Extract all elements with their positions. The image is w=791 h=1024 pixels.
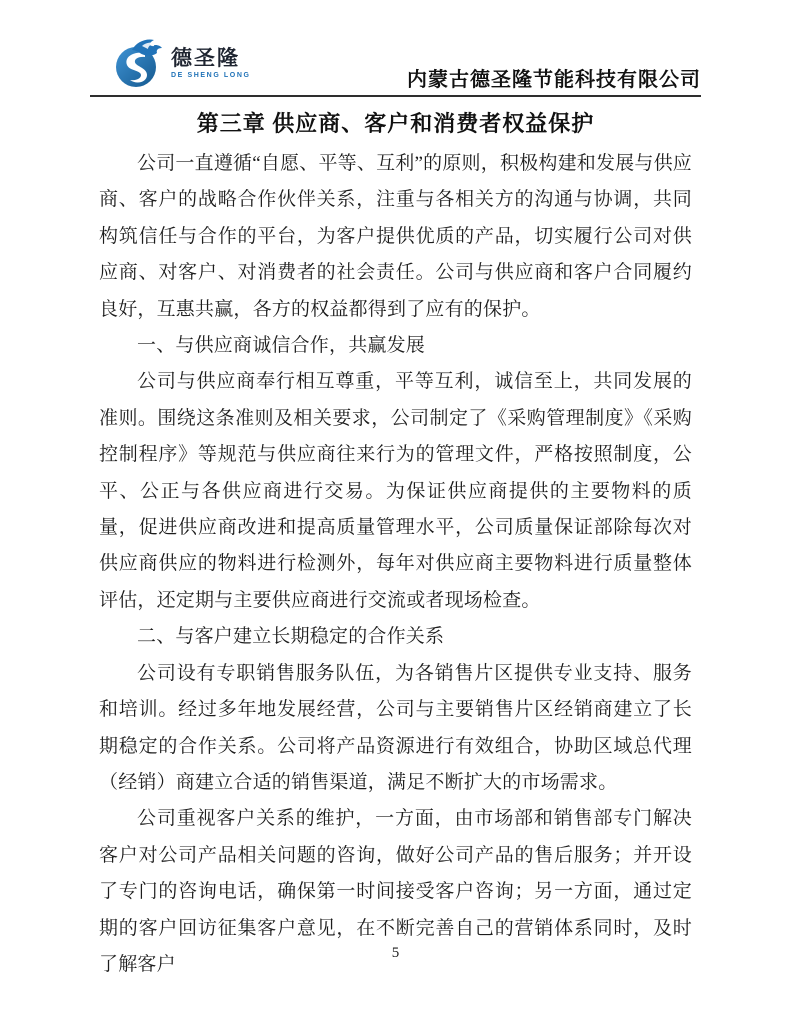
paragraph-suppliers: 公司与供应商奉行相互尊重，平等互利，诚信至上，共同发展的准则。围绕这条准则及相关要求，公司制定了《采购管理制度》《采购控制程序》等规范与供应商往来行为的管理文件，严格按照制度，公平、公正与各供应商进行交易。为保证供应商提供的主要物料的质量，促进供应商改进和提高质量管理水平，公司质量保证部除每次对供应商供应的物料进行检测外，每年对供应商主要物料进行质量整体评估，还定期与主要供应商进行交流或者现场检查。 xyxy=(99,371,692,611)
paragraph-customers: 公司设有专职销售服务队伍，为各销售片区提供专业支持、服务和培训。经过多年地发展经营，公司与主要销售片区经销商建立了长期稳定的合作关系。公司将产品资源进行有效组合，协助区域总代理（经销）商建立合适的销售渠道，满足不断扩大的市场需求。 xyxy=(99,662,692,793)
logo-name-chinese: 德圣隆 xyxy=(171,46,240,70)
page-number: 5 xyxy=(391,945,400,961)
chapter-title: 第三章 供应商、客户和消费者权益保护 xyxy=(196,111,595,136)
dragon-s-emblem-icon xyxy=(112,36,168,90)
company-name: 内蒙古德圣隆节能科技有限公司 xyxy=(407,69,701,91)
logo-name-english: DE SHENG LONG xyxy=(171,71,251,79)
paragraph-service: 公司重视客户关系的维护，一方面，由市场部和销售部专门解决客户对公司产品相关问题的咨询，做好公司产品的售后服务；并开设了专门的咨询电话，确保第一时间接受客户咨询；另一方面，通过定期的客户回访征集客户意见，在不断完善自己的营销体系同时，及时了解客户 xyxy=(99,808,692,975)
document-body xyxy=(99,146,692,983)
logo-wordmark xyxy=(171,48,251,79)
paragraph-intro: 公司一直遵循“自愿、平等、互利”的原则，积极构建和发展与供应商、客户的战略合作伙伴关系，注重与各相关方的沟通与协调，共同构筑信任与合作的平台，为客户提供优质的产品，切实履行公司对供应商、对客户、对消费者的社会责任。公司与供应商和客户合同履约良好，互惠共赢，各方的权益都得到了应有的保护。 xyxy=(99,153,692,320)
page-header xyxy=(90,0,701,97)
company-logo xyxy=(112,36,251,90)
section-heading-two: 二、与客户建立长期稳定的合作关系 xyxy=(137,626,445,648)
section-heading-one: 一、与供应商诚信合作，共赢发展 xyxy=(137,335,426,357)
